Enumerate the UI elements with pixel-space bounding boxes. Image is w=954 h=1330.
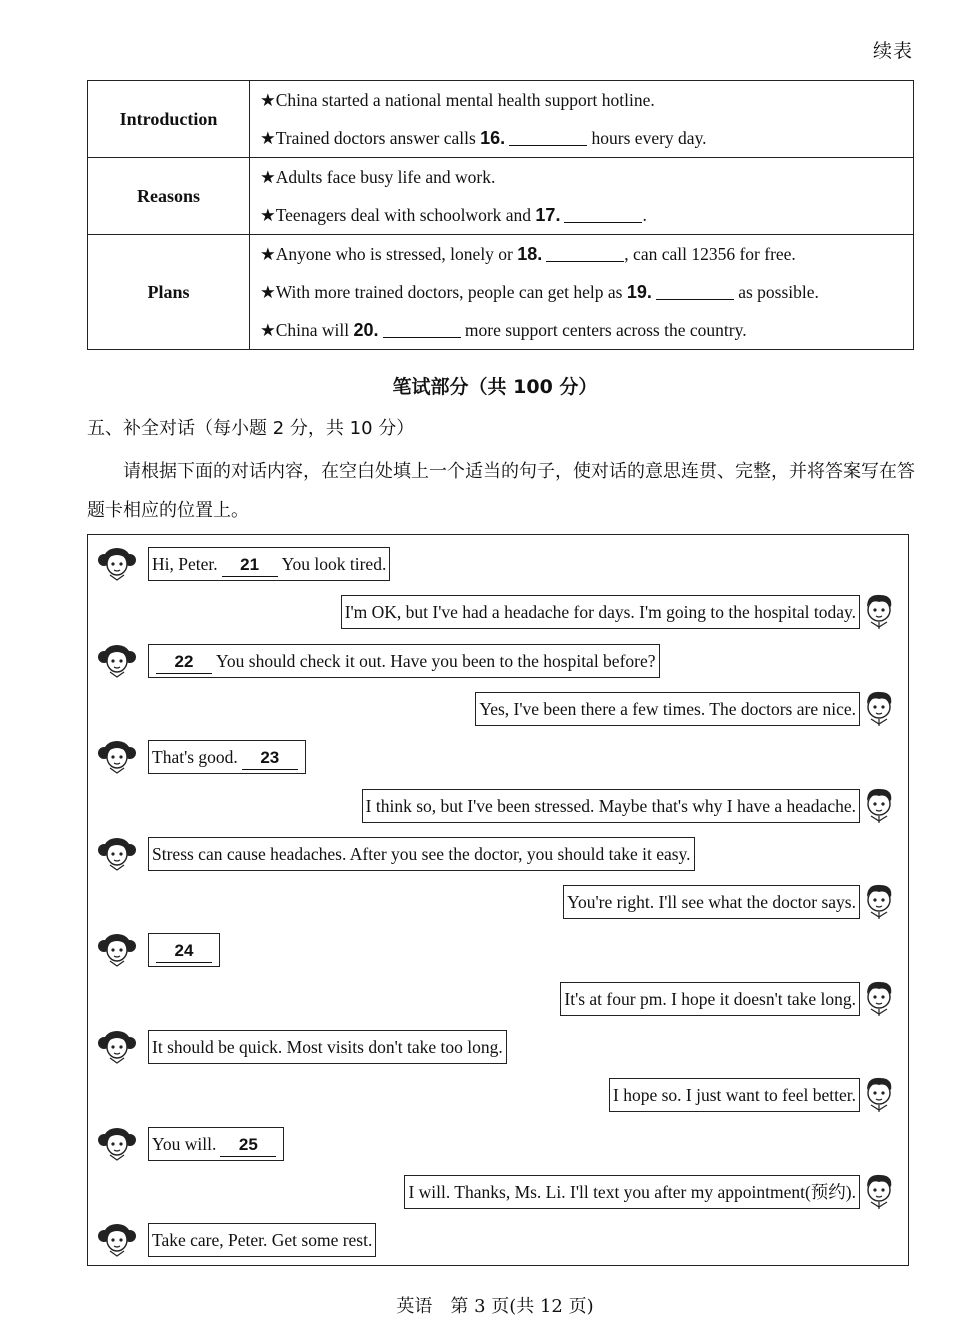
speech-text: Hi, Peter. [152, 554, 218, 574]
boy-avatar-icon [859, 688, 899, 728]
speech-bubble [563, 885, 860, 919]
blank-number: 22 [156, 651, 212, 674]
dialogue-line [88, 1078, 908, 1112]
section-title: 笔试部分（共 100 分） [392, 376, 598, 398]
row-heading: Reasons [88, 158, 250, 235]
line-text: ★Teenagers deal with schoolwork and [260, 205, 536, 225]
line-text: ★China will [260, 320, 354, 340]
answer-blank [656, 298, 734, 300]
speech-bubble [148, 837, 695, 871]
row-heading: Introduction [88, 81, 250, 158]
speech-text: That's good. [152, 747, 238, 767]
blank-number: 21 [222, 554, 278, 577]
dialogue-line [88, 885, 908, 919]
table-line [260, 81, 913, 119]
line-text: ★Adults face busy life and work. [260, 167, 496, 187]
dialogue-line [88, 740, 908, 774]
line-text: ★China started a national mental health support hotline. [260, 90, 655, 110]
speech-text: I hope so. I just want to feel better. [613, 1085, 856, 1105]
speech-text: You're right. I'll see what the doctor says. [567, 892, 856, 912]
row-content [250, 235, 914, 350]
table-line [260, 235, 913, 273]
line-text: ★Anyone who is stressed, lonely or [260, 244, 518, 264]
girl-avatar-icon [97, 833, 137, 873]
question-number: 16. [480, 128, 506, 148]
table-line [260, 196, 913, 234]
speech-bubble [609, 1078, 860, 1112]
speech-bubble [148, 740, 306, 774]
speech-bubble [148, 933, 220, 967]
row-content [250, 158, 914, 235]
dialogue-box [87, 534, 909, 1266]
table-row [88, 235, 914, 350]
speech-bubble [362, 789, 860, 823]
part-heading: 五、补全对话（每小题 2 分，共 10 分） [87, 418, 415, 439]
dialogue-line [88, 692, 908, 726]
line-text: . [642, 205, 647, 225]
answer-blank [564, 221, 642, 223]
line-text: as possible. [738, 282, 819, 302]
boy-avatar-icon [859, 1074, 899, 1114]
page-footer: 英语 第 3 页(共 12 页) [396, 1296, 594, 1317]
dialogue-line [88, 837, 908, 871]
boy-avatar-icon [859, 591, 899, 631]
dialogue-line [88, 1175, 908, 1209]
answer-blank [546, 260, 624, 262]
speech-text: Yes, I've been there a few times. The doctors are nice. [479, 699, 856, 719]
girl-avatar-icon [97, 1123, 137, 1163]
dialogue-line [88, 982, 908, 1016]
speech-text: I will. Thanks, Ms. Li. I'll text you after my appointment(预约). [408, 1182, 856, 1202]
girl-avatar-icon [97, 1219, 137, 1259]
row-content [250, 81, 914, 158]
boy-avatar-icon [859, 978, 899, 1018]
row-heading: Plans [88, 235, 250, 350]
dialogue-line [88, 789, 908, 823]
speech-bubble [560, 982, 860, 1016]
dialogue-line [88, 644, 908, 678]
boy-avatar-icon [859, 1171, 899, 1211]
girl-avatar-icon [97, 929, 137, 969]
dialogue-line [88, 547, 908, 581]
girl-avatar-icon [97, 543, 137, 583]
boy-avatar-icon [859, 881, 899, 921]
dialogue-line [88, 595, 908, 629]
blank-number: 24 [156, 940, 212, 963]
girl-avatar-icon [97, 640, 137, 680]
question-number: 18. [517, 244, 543, 264]
speech-bubble [148, 644, 660, 678]
speech-bubble [148, 1127, 284, 1161]
question-number: 17. [535, 205, 561, 225]
line-text: hours every day. [591, 128, 707, 148]
speech-text: You should check it out. Have you been to the hospital before? [216, 651, 656, 671]
instruction-text: 请根据下面的对话内容，在空白处填上一个适当的句子，使对话的意思连贯、完整，并将答案写在答题卡相应的位置上。 [87, 461, 915, 521]
answer-blank [509, 144, 587, 146]
speech-text: It's at four pm. I hope it doesn't take long. [564, 989, 856, 1009]
dialogue-line [88, 933, 908, 967]
line-text: more support centers across the country. [464, 320, 747, 340]
girl-avatar-icon [97, 736, 137, 776]
question-number: 20. [353, 320, 379, 340]
table-line [260, 119, 913, 157]
dialogue-line [88, 1030, 908, 1064]
speech-bubble [148, 1223, 376, 1257]
speech-text: Take care, Peter. Get some rest. [152, 1230, 373, 1250]
table-line [260, 311, 913, 349]
info-table [87, 80, 914, 350]
answer-blank [383, 336, 461, 338]
blank-number: 23 [242, 747, 298, 770]
speech-text: I think so, but I've been stressed. Maybe that's why I have a headache. [365, 796, 856, 816]
line-text: ★Trained doctors answer calls [260, 128, 481, 148]
speech-bubble [148, 1030, 507, 1064]
speech-bubble [404, 1175, 860, 1209]
speech-text: You look tired. [281, 554, 387, 574]
dialogue-line [88, 1223, 908, 1257]
speech-bubble [148, 547, 390, 581]
speech-text: You will. [152, 1134, 217, 1154]
girl-avatar-icon [97, 1026, 137, 1066]
line-text: ★With more trained doctors, people can get help as [260, 282, 627, 302]
continued-label: 续表 [872, 40, 913, 62]
boy-avatar-icon [859, 785, 899, 825]
speech-text: It should be quick. Most visits don't take too long. [152, 1037, 503, 1057]
question-number: 19. [626, 282, 652, 302]
dialogue-line [88, 1127, 908, 1161]
line-text: , can call 12356 for free. [624, 244, 796, 264]
speech-text: I'm OK, but I've had a headache for days. I'm going to the hospital today. [344, 602, 856, 622]
blank-number: 25 [220, 1134, 276, 1157]
speech-bubble [475, 692, 860, 726]
table-line [260, 273, 913, 311]
table-row [88, 158, 914, 235]
table-line [260, 158, 913, 196]
speech-text: Stress can cause headaches. After you see the doctor, you should take it easy. [152, 844, 691, 864]
speech-bubble [341, 595, 860, 629]
table-row [88, 81, 914, 158]
